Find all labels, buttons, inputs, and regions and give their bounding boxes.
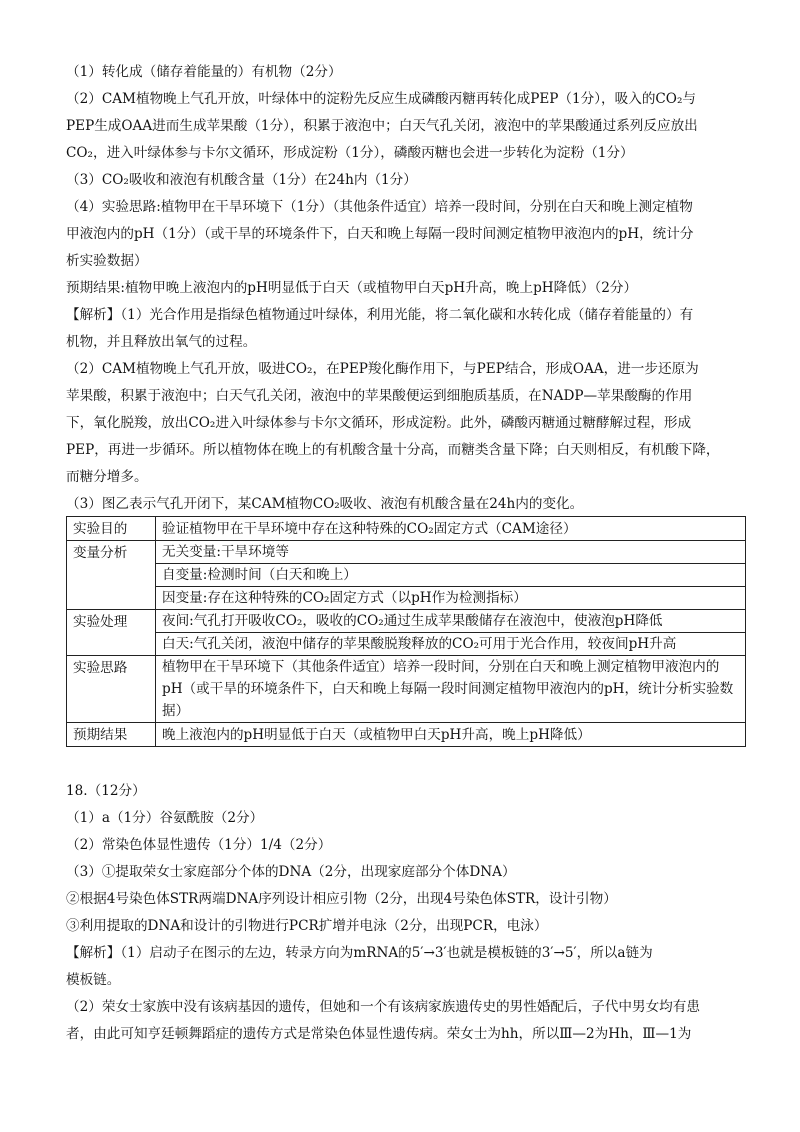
question-18-header: 18.（12分） — [66, 783, 146, 799]
idea-label: 实验思路 — [67, 656, 156, 723]
answer-line-1: （1）转化成（储存着能量的）有机物（2分） — [66, 64, 342, 80]
q18-answer-3: （3）①提取荣女士家庭部分个体的DNA（2分，出现家庭部分个体DNA） — [66, 864, 516, 880]
treatment-cell: 夜间:气孔打开吸收CO₂，吸收的CO₂通过生成苹果酸储存在液泡中，使液泡pH降低 — [156, 610, 746, 633]
q18-answer-1: （1）a（1分）谷氨酰胺（2分） — [66, 810, 264, 826]
experiment-table — [66, 516, 746, 747]
answer-line-8: 析实验数据） — [66, 253, 148, 269]
variable-cell: 自变量:检测时间（白天和晚上） — [156, 564, 746, 587]
variable-cell: 因变量:存在这种特殊的CO₂固定方式（以pH作为检测指标） — [156, 587, 746, 610]
answer-line-4: CO₂，进入叶绿体参与卡尔文循环，形成淀粉（1分），磷酸丙糖也会进一步转化为淀粉（1分） — [66, 145, 634, 161]
purpose-label: 实验目的 — [67, 517, 156, 541]
variable-cell: 无关变量:干旱环境等 — [156, 541, 746, 564]
q18-analysis-3: （2）荣女士家族中没有该病基因的遗传，但她和一个有该病家族遗传史的男性婚配后，子代中男女均有患 — [66, 999, 700, 1015]
idea-cell: 植物甲在干旱环境下（其他条件适宜）培养一段时间，分别在白天和晚上测定植物甲液泡内的pH（或干旱的环境条件下，白天和晚上每隔一段时间测定植物甲液泡内的pH，统计分析实验数据） — [156, 656, 746, 723]
answer-line-9: 预期结果:植物甲晚上液泡内的pH明显低于白天（或植物甲白天pH升高，晚上pH降低）（2分） — [66, 280, 638, 296]
analysis-line-7: 而糖分增多。 — [66, 469, 148, 485]
analysis-line-8: （3）图乙表示气孔开闭下，某CAM植物CO₂吸收、液泡有机酸含量在24h内的变化。 — [66, 496, 584, 512]
table-row — [67, 633, 746, 656]
table-row — [67, 656, 746, 723]
analysis-line-2: 机物，并且释放出氧气的过程。 — [66, 334, 257, 350]
treatment-label: 实验处理 — [67, 610, 156, 656]
analysis-line-4: 苹果酸，积累于液泡中；白天气孔关闭，液泡中的苹果酸便运到细胞质基质，在NADP—苹果酸酶的作用 — [66, 388, 693, 404]
table-row — [67, 564, 746, 587]
table-row — [67, 541, 746, 564]
q18-analysis-1: 【解析】（1）启动子在图示的左边，转录方向为mRNA的5′→3′也就是模板链的3′→5′，所以a链为 — [66, 945, 653, 961]
treatment-cell: 白天:气孔关闭，液泡中储存的苹果酸脱羧释放的CO₂可用于光合作用，较夜间pH升高 — [156, 633, 746, 656]
q18-answer-3b: ②根据4号染色体STR两端DNA序列设计相应引物（2分，出现4号染色体STR，设计引物） — [66, 891, 617, 907]
result-cell: 晚上液泡内的pH明显低于白天（或植物甲白天pH升高，晚上pH降低） — [156, 723, 746, 747]
analysis-line-3: （2）CAM植物晚上气孔开放，吸进CO₂，在PEP羧化酶作用下，与PEP结合，形成OAA，进一步还原为 — [66, 361, 699, 377]
q18-answer-3c: ③利用提取的DNA和设计的引物进行PCR扩增并电泳（2分，出现PCR，电泳） — [66, 918, 548, 934]
variable-label: 变量分析 — [67, 541, 156, 610]
table-row — [67, 723, 746, 747]
answer-line-5: （3）CO₂吸收和液泡有机酸含量（1分）在24h内（1分） — [66, 172, 417, 188]
answer-line-6: （4）实验思路:植物甲在干旱环境下（1分）（其他条件适宜）培养一段时间，分别在白天和晚上测定植物 — [66, 199, 693, 215]
purpose-cell: 验证植物甲在干旱环境中存在这种特殊的CO₂固定方式（CAM途径） — [156, 517, 746, 541]
table-row — [67, 517, 746, 541]
analysis-line-6: PEP，再进一步循环。所以植物体在晚上的有机酸含量十分高，而糖类含量下降；白天则相反，有机酸下降， — [66, 442, 720, 458]
table-row — [67, 610, 746, 633]
answer-line-3: PEP生成OAA进而生成苹果酸（1分），积累于液泡中；白天气孔关闭，液泡中的苹果酸通过系列反应放出 — [66, 118, 698, 134]
analysis-line-1: 【解析】（1）光合作用是指绿色植物通过叶绿体，利用光能，将二氧化碳和水转化成（储存着能量的）有 — [66, 307, 694, 323]
answer-line-7: 甲液泡内的pH（1分）（或干旱的环境条件下，白天和晚上每隔一段时间测定植物甲液泡内的pH，统计分 — [66, 226, 694, 242]
q18-analysis-2: 模板链。 — [66, 972, 121, 988]
analysis-line-5: 下，氧化脱羧，放出CO₂进入叶绿体参与卡尔文循环，形成淀粉。此外，磷酸丙糖通过糖酵解过程，形成 — [66, 415, 692, 431]
q18-analysis-4: 者，由此可知亨廷顿舞蹈症的遗传方式是常染色体显性遗传病。荣女士为hh，所以Ⅲ—2为Hh，Ⅲ—1为 — [66, 1026, 692, 1042]
table-row — [67, 587, 746, 610]
q18-answer-2: （2）常染色体显性遗传（1分）1/4（2分） — [66, 837, 332, 853]
answer-line-2: （2）CAM植物晚上气孔开放，叶绿体中的淀粉先反应生成磷酸丙糖再转化成PEP（1分），吸入的CO₂与 — [66, 91, 696, 107]
result-label: 预期结果 — [67, 723, 156, 747]
